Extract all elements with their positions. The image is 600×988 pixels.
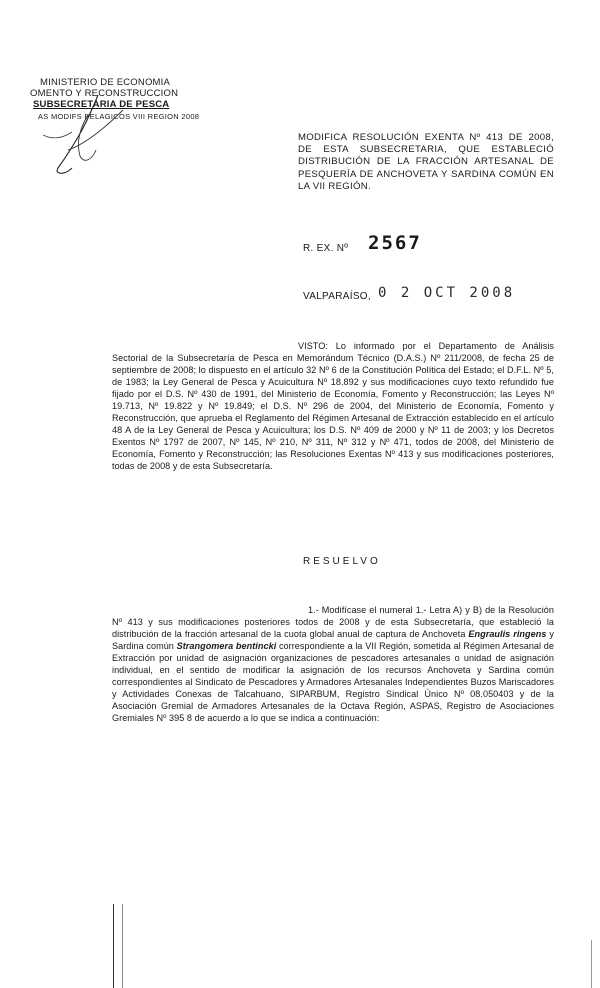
letterhead-ministry: MINISTERIO DE ECONOMIA (40, 77, 171, 88)
resuelvo-heading: RESUELVO (303, 556, 381, 567)
scan-line-left-1 (113, 904, 114, 988)
resolution-number: 2567 (368, 232, 422, 254)
letterhead-department: OMENTO Y RECONSTRUCCION (30, 88, 179, 99)
visto-paragraph: VISTO: Lo informado por el Departamento de Análisis Sectorial de la Subsecretaría de Pesca en Memorándum Técnico (D.A.S.) Nº 211/2008, de fecha 25 de septiembre de 2008; lo dispuesto en el artículo 32 Nº 6 de la Constitución Política del Estado; el D.F.L. Nº 5, de 1983; la Ley General de Pesca y Acuicultura Nº 18.892 y sus modificaciones cuyo texto refundido fue fijado por el D.S. Nº 430 de 1991, del Ministerio de Economía, Fomento y Reconstrucción; las Leyes Nº 19.713, Nº 19.822 y Nº 19.849; el D.S. Nº 296 de 2004, del Ministerio de Economía, Fomento y Reconstrucción, que aprueba el Reglamento del Régimen Artesanal de Extracción establecido en el artículo 48 A de la Ley General de Pesca y Acuicultura; los D.S. Nº 409 de 2000 y Nº 11 de 2003; y los Decretos Exentos Nº 1797 de 2007, Nº 145, Nº 210, Nº 311, Nº 312 y Nº 471, todos de 2008, del Ministerio de Economía, Fomento y Reconstrucción; las Resoluciones Exentas Nº 413 y sus modificaciones posteriores, todas de 2008 y de esta Subsecretaría. (112, 341, 554, 471)
article-1-paragraph (112, 604, 554, 724)
species-sardina: Strangomera bentincki (176, 641, 277, 651)
scan-line-left-2 (122, 904, 123, 988)
article-1-text-c: correspondiente a la VII Región, sometida al Régimen Artesanal de Extracción por unidad de asignación organizaciones de pescadores artesanales o unidad de asignación individual, en el sentido de modificar la asignación de los recursos Anchoveta y Sardina común correspondientes al Sindicato de Pescadores y Armadores Artesanales Independientes Buzos Mariscadores y Actividades Conexas de Talcahuano, SIPARBUM, Registro Sindical Único Nº 08.050403 y de la Asociación Gremial de Armadores Artesanales de la Octava Región, ASPAS, Registro de Asociaciones Gremiales Nº 395 8 de acuerdo a lo que se indica a continuación: (112, 641, 554, 723)
place-label: VALPARAÍSO, (303, 291, 371, 302)
article-1-text-b: y Sardina común (112, 629, 555, 651)
letterhead-subsecretaria: SUBSECRETARIA DE PESCA (33, 99, 170, 110)
handwritten-initials-mark (28, 90, 138, 185)
resolution-prefix: R. EX. Nº (303, 243, 349, 254)
species-anchoveta: Engraulis ringens (468, 629, 547, 639)
resolution-title: MODIFICA RESOLUCIÓN EXENTA Nº 413 DE 2008, DE ESTA SUBSECRETARIA, QUE ESTABLECIÓ DISTRIBUCIÓN DE LA FRACCIÓN ARTESANAL DE PESQUERÍA DE ANCHOVETA Y SARDINA COMÚN EN LA VII REGIÓN. (298, 132, 554, 192)
scan-line-right (591, 940, 592, 988)
date-stamp: 0 2 OCT 2008 (378, 285, 516, 301)
article-1-text-a: 1.- Modifícase el numeral 1.- Letra A) y B) de la Resolución Nº 413 y sus modificaciones posteriores todos de 2008 y de esta Subsecretaría, que estableció la distribución de la fracción artesanal de la cuota global anual de captura de Anchoveta (112, 605, 554, 639)
letterhead-file-reference: AS MODIFS PELAGICOS VIII REGION 2008 (38, 112, 200, 121)
